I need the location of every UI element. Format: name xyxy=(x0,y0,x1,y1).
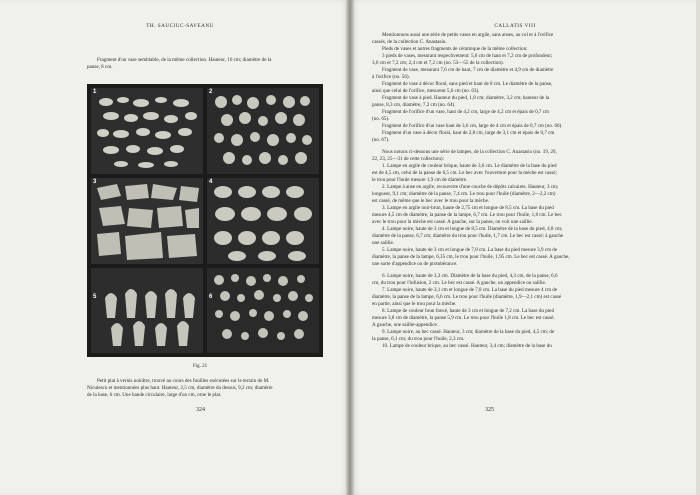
text-line: (no. 65). xyxy=(372,116,390,122)
plate-panel-4 xyxy=(207,178,319,264)
plate-number-6: 6 xyxy=(209,294,213,300)
text-line: Fragment d'un vase à décor floral, haut de 2,8 cm, large de 3,1 cm et épais de 0,7 cm xyxy=(382,130,555,136)
sherds-photo-6 xyxy=(207,268,319,353)
sherds-photo-3 xyxy=(91,178,203,264)
text-line: diamètre de la panse, 6,7 cm; diamètre du trou pour l'huile, 1,7 cm. Le bec est cassé; à gauche xyxy=(372,233,564,239)
text-line: le trou pour l'huile mesure 1,9 cm de diamètre. xyxy=(372,177,468,183)
text-line: la panse, 6,1 cm; du trou pour l'huile, 2,3 cm. xyxy=(372,336,465,342)
text-line: 1. Lampe en argile de couleur brique, haute de 3,6 cm. Le diamètre de la base du pied xyxy=(382,163,557,169)
text-line: 7. Lampe noire, haute de 3,1 cm et longue de 7,8 cm. La base du pied mesure 4 cm de xyxy=(382,287,558,293)
plate-number-2: 2 xyxy=(209,89,213,95)
text-line: mesure 3,8 cm de diamètre, la panse 5,9 cm. Le trou pour l'huile 1,8 cm. Le bec est cassé. xyxy=(372,315,555,321)
text-line: 3 pieds de vases, mesurant respectivement: 5,6 cm de haut et 7,2 cm de profondeur; xyxy=(382,53,553,59)
page-number-right: 325 xyxy=(485,407,494,413)
plate-number-5: 5 xyxy=(93,294,97,300)
text-line: Fragment de vase à décor floral, sans pied et haut de 8 cm. Le diamètre de la panse, xyxy=(382,81,553,87)
text-line: en partie, ainsi que le trou pour la mèche. xyxy=(372,301,457,307)
page-number-left: 324 xyxy=(196,407,205,413)
text-line: 10. Lampe de couleur brique, au bec cassé. Hauteur, 3,4 cm; diamètre de la base du xyxy=(382,343,552,349)
sherds-photo-2 xyxy=(207,88,319,174)
text-line: A gauche, une saillie-appendice. xyxy=(372,322,439,328)
plate-panel-3 xyxy=(91,178,203,264)
plate-number-1: 1 xyxy=(93,89,97,95)
running-head-right: CALLATIS VIII xyxy=(494,23,536,29)
text-line: 2. Lampe à anse en argile, recouverte d'une couche de dépôts calcaires. Hauteur, 3 cm; xyxy=(382,184,559,190)
text-line: mesure 4,5 cm de diamètre, la panse de la lampe, 6,7 cm. Le trou pour l'huile, 1,8 cm. Le bec xyxy=(372,212,562,218)
text-line: (no. 67). xyxy=(372,137,390,143)
plate-panel-1 xyxy=(91,88,203,174)
right-page-edge xyxy=(696,0,700,495)
text-line: diamètre, la panse de la lampe, 6,35 cm, le trou pour l'huile, 1,95 cm. Le bec est cassé. A gauche, xyxy=(372,254,570,260)
text-line: 4. Lampe noire, haute de 3 cm et longue de 8,5 cm. Diamètre de la base du pied, 4,8 cm; xyxy=(382,226,563,232)
text-line: 3,6 cm et 7,2 cm; 2,4 cm et 7,2 cm (no. 53—55 de la collection). xyxy=(372,60,504,66)
text-line: longueur, 9,1 cm; diamètre de la panse, 7,4 cm. Le trou pour l'huile (diamètre, 2—2,2 cm) xyxy=(372,191,556,197)
text-line: est de 4,5 cm, celui de la panse de 6,5 cm. Le bec avec l'ouverture pour la mèche est cassé; xyxy=(372,170,557,176)
text-line: 8. Lampe de couleur brun foncé, haute de 3 cm et longue de 7,2 cm. La base du pied xyxy=(382,308,554,314)
text-line: 3. Lampe en argile noir-brun, haute de 2,75 cm et longue de 8,5 cm. La base du pied xyxy=(382,205,554,211)
text-line: Fragment de l'orifice d'un vase, haut de 4,2 cm, large de 4,2 cm et épais de 0,7 cm xyxy=(382,109,549,115)
text-line: cassés, de la collection C. Anastasiu. xyxy=(372,39,447,45)
text-line: 6. Lampe noire, haute de 3,3 cm. Diamètre de la base du pied, 4,3 cm, de la panse, 6,6 xyxy=(382,273,558,279)
text-line: 9. Lampe noire, au bec cassé. Hauteur, 3 cm; diamètre de la base du pied, 4,5 cm; de xyxy=(382,329,555,335)
text-line: Pieds de vases et autres fragments de céramique de la même collection: xyxy=(382,46,528,52)
after-line: Niculescu et mentionnées plus haut. Hauteur, 2,5 cm, diamètre du dessus, 9,2 cm; diamètre xyxy=(87,385,273,391)
right-page-body xyxy=(372,32,668,350)
after-line: Petit plat à vernis noirâtre, trouvé au cours des fouilles exécutées sur le terrain de M. xyxy=(97,378,270,384)
running-head-left: TH. SAUCIUC-SAVEANU xyxy=(146,23,214,29)
text-line: diamètre, la panse de la lampe, 6,6 cm. Le trou pour l'huile (diamètre, 1,9—2,1 cm) est cassé xyxy=(372,294,562,300)
text-line: ainsi que celui de l'orifice, mesurent 5,6 cm (no. 63). xyxy=(372,88,480,94)
vessels-photo-5 xyxy=(91,268,203,353)
plate-number-4: 4 xyxy=(209,179,213,185)
text-line: avec le trou pour la mèche est cassé. A gauche, sur la panse, on voit une saillie. xyxy=(372,219,533,225)
intro-line: Fragment d'un vase semblable, de la même collection. Hauteur, 10 cm; diamètre de la xyxy=(97,57,272,63)
page-325 xyxy=(350,0,700,495)
text-line: Fragment de l'orifice d'un vase haut de 3,6 cm, large de 4 cm et épais de 0,7 cm (no. 66). xyxy=(382,123,563,129)
text-line: Fragment de vase, mesurant 7,6 cm de haut, 7 cm de diamètre et 4,9 cm de diamètre xyxy=(382,67,554,73)
plate-panel-2 xyxy=(207,88,319,174)
intro-paragraph xyxy=(87,57,323,71)
text-line: Nous notons ci-dessous une série de lampes, de la collection C. Anastasiu (no. 19, 20, xyxy=(382,149,557,155)
text-line: cm, du trou pour l'infusion, 2 cm. Le bec est cassé. A gauche, un appendice ou saillie. xyxy=(372,280,547,286)
plate-panel-5 xyxy=(91,268,203,353)
intro-line: panse, 8 cm. xyxy=(87,64,113,70)
after-figure-paragraph xyxy=(87,378,323,399)
book-gutter xyxy=(346,0,354,495)
text-line: est cassé, de même que le bec avec le trou pour la mèche. xyxy=(372,198,490,204)
figure-caption: Fig. 21 xyxy=(193,364,208,369)
lamps-photo-4 xyxy=(207,178,319,264)
text-line: une saillie. xyxy=(372,240,395,246)
text-line: 5. Lampe noire, haute de 3 cm et longue de 7,8 cm. La base du pied mesure 3,9 cm de xyxy=(382,247,558,253)
text-line: Fragment de vase à pied. Hauteur du pied, 1,8 cm; diamètre, 3,2 cm; hauteur de la xyxy=(382,95,550,101)
text-line: 22, 23, 25—31 de cette collection): xyxy=(372,156,444,162)
after-line: de la base, 6 cm. Une bande circulaire, large d'un cm, orne le plat. xyxy=(87,392,222,398)
text-line: une sorte d'appendice ou de protubérance. xyxy=(372,261,458,267)
figure-plate xyxy=(87,84,323,357)
text-line: Mentionnons aussi une série de petits vases en argile, sans anses, au col et à l'orifice xyxy=(382,32,554,38)
plate-panel-6 xyxy=(207,268,319,353)
sherds-photo-1 xyxy=(91,88,203,174)
text-line: panse, 8,3 cm, diamètre, 7,2 cm (no. 64). xyxy=(372,102,456,108)
plate-number-3: 3 xyxy=(93,179,97,185)
text-line: à l'orifice (no. 56). xyxy=(372,74,410,80)
